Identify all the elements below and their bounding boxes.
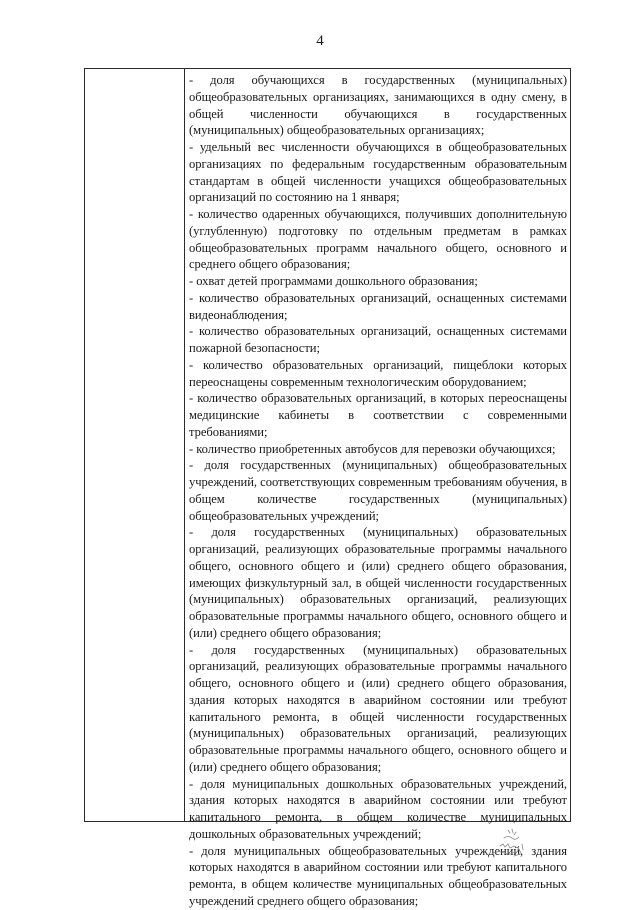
indicator-item: - охват детей программами дошкольного образования; bbox=[189, 274, 478, 288]
indicator-item: - доля государственных (муниципальных) образовательных организаций, реализующих образовательные программы начального общего, основного общего и (или) среднего общего образования, здания которых находятся в аварийном состоянии или требуют капитального ремонта, в общей численности государственных (муниципальных) образовательных организаций, реализующих образовательные программы начального общего, основного общего и (или) среднего общего образования; bbox=[189, 642, 567, 774]
indicator-item: - количество образовательных организаций, пищеблоки которых переоснащены современным технологическим оборудованием; bbox=[189, 357, 567, 389]
indicator-item: - количество образовательных организаций, оснащенных системами видеонаблюдения; bbox=[189, 290, 567, 322]
indicator-item: - доля муниципальных общеобразовательных учреждений, здания которых находятся в аварийном состоянии или требуют капитального ремонта, в общем количестве муниципальных общеобразовательных учреждений среднего общего образования; bbox=[189, 843, 567, 908]
signature-scribble bbox=[478, 826, 534, 862]
indicator-item: - доля государственных (муниципальных) образовательных организаций, реализующих образовательные программы начального общего, основного общего и (или) среднего общего образования, имеющих физкультурный зал, в общей численности государственных (муниципальных) образовательных организаций, реализующих образовательные программы начального общего, основного общего и (или) среднего общего образования; bbox=[189, 525, 567, 640]
indicator-item: - количество приобретенных автобусов для перевозки обучающихся; bbox=[189, 441, 556, 456]
indicator-item: - количество образовательных организаций, оснащенных системами пожарной безопасности; bbox=[189, 324, 567, 355]
indicator-item: - доля муниципальных дошкольных образовательных учреждений, здания которых находятся в аварийном состоянии или требуют капитального ремонта, в общем количестве муниципальных дошкольных образовательных учреждений; bbox=[189, 776, 567, 841]
indicator-item: - доля обучающихся в государственных (муниципальных) общеобразовательных организациях, занимающихся в одну смену, в общей численности обучающихся в государственных (муниципальных) общеобразовательных организациях; bbox=[189, 73, 567, 138]
indicator-item: - количество образовательных организаций, в которых переоснащены медицинские кабинеты в соответствии с современными требованиями; bbox=[189, 391, 567, 439]
indicator-item: - количество одаренных обучающихся, получивших дополнительную (углубленную) подготовку по отдельным предметам в рамках общеобразовательных программ начального общего, основного и среднего общего образования; bbox=[189, 207, 567, 272]
table-right-column bbox=[185, 69, 570, 908]
indicators-table bbox=[84, 68, 571, 908]
indicator-item: - доля государственных (муниципальных) общеобразовательных учреждений, соответствующих современным требованиям обучения, в общем количестве государственных (муниципальных) общеобразовательных учреждений; bbox=[189, 458, 567, 523]
page-number: 4 bbox=[316, 33, 324, 49]
indicator-item: - удельный вес численности обучающихся в общеобразовательных организациях по федеральным государственным образовательным стандартам в общей численности учащихся общеобразовательных организаций по состоянию на 1 января; bbox=[189, 140, 567, 205]
table-left-column bbox=[85, 69, 185, 821]
